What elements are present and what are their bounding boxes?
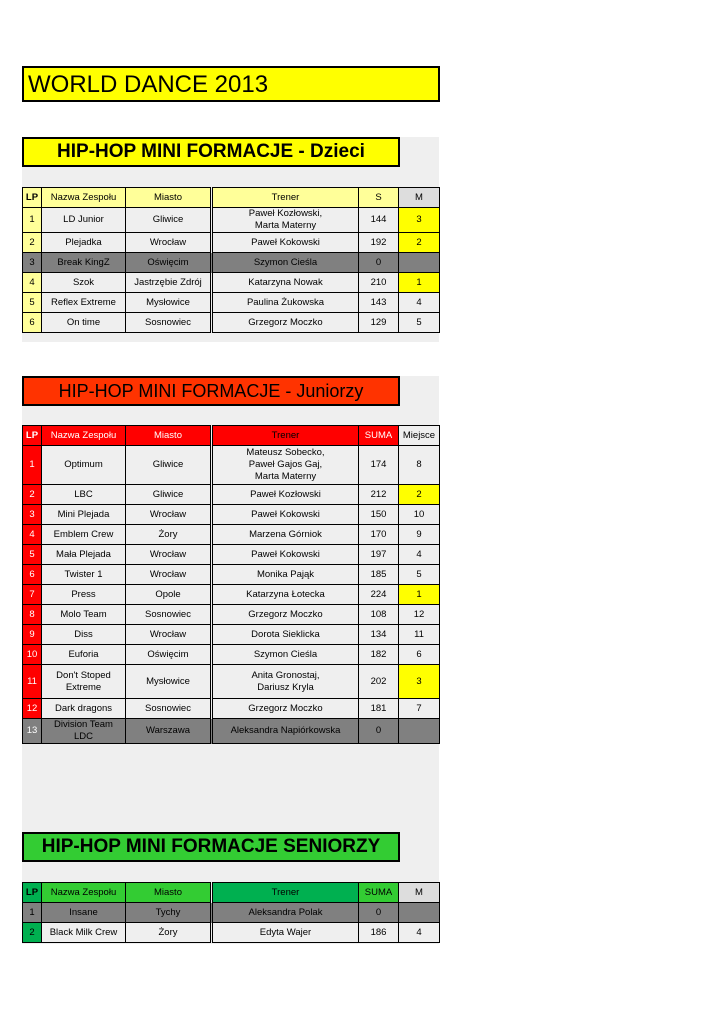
- lp-cell: 11: [23, 665, 42, 699]
- trainer-cell: Mateusz Sobecko, Paweł Gajos Gaj, Marta Materny: [213, 446, 359, 485]
- table-row: [23, 699, 440, 719]
- column-header: Trener: [213, 883, 359, 903]
- trainer-cell: Marzena Górniok: [213, 525, 359, 545]
- score-cell: 186: [359, 923, 399, 943]
- table-row: [23, 565, 440, 585]
- city-cell: Wrocław: [126, 233, 211, 253]
- trainer-cell: Aleksandra Napiórkowska: [213, 719, 359, 744]
- table-row: [23, 665, 440, 699]
- score-cell: 210: [359, 273, 399, 293]
- score-cell: 0: [359, 253, 399, 273]
- column-header: M: [399, 883, 440, 903]
- score-cell: 202: [359, 665, 399, 699]
- city-cell: Wrocław: [126, 545, 211, 565]
- score-cell: 134: [359, 625, 399, 645]
- lp-cell: 12: [23, 699, 42, 719]
- score-cell: 192: [359, 233, 399, 253]
- table-header-row: [23, 426, 440, 446]
- table-body: [23, 883, 440, 943]
- city-cell: Żory: [126, 525, 211, 545]
- table-row: [23, 719, 440, 744]
- trainer-cell: Aleksandra Polak: [213, 903, 359, 923]
- team-name-cell: Mała Plejada: [42, 545, 126, 565]
- table-row: [23, 485, 440, 505]
- lp-cell: 1: [23, 208, 42, 233]
- city-cell: Gliwice: [126, 208, 211, 233]
- team-name-cell: Dark dragons: [42, 699, 126, 719]
- team-name-cell: Plejadka: [42, 233, 126, 253]
- column-header: M: [399, 188, 440, 208]
- score-cell: 170: [359, 525, 399, 545]
- section-title-juniorzy: HIP-HOP MINI FORMACJE - Juniorzy: [22, 376, 400, 406]
- team-name-cell: Mini Plejada: [42, 505, 126, 525]
- column-header: Nazwa Zespołu: [42, 426, 126, 446]
- table-row: [23, 605, 440, 625]
- trainer-cell: Paweł Kozłowski, Marta Materny: [213, 208, 359, 233]
- trainer-cell: Paweł Kozłowski: [213, 485, 359, 505]
- score-cell: 182: [359, 645, 399, 665]
- team-name-cell: Diss: [42, 625, 126, 645]
- column-header: Nazwa Zespołu: [42, 883, 126, 903]
- table-juniorzy: [22, 425, 440, 744]
- team-name-cell: Szok: [42, 273, 126, 293]
- table-row: [23, 903, 440, 923]
- table-row: [23, 233, 440, 253]
- table-row: [23, 253, 440, 273]
- place-cell: 7: [399, 699, 440, 719]
- place-cell: 5: [399, 313, 440, 333]
- column-header: S: [359, 188, 399, 208]
- score-cell: 0: [359, 719, 399, 744]
- lp-cell: 8: [23, 605, 42, 625]
- city-cell: Wrocław: [126, 565, 211, 585]
- table-row: [23, 585, 440, 605]
- team-name-cell: Break KingZ: [42, 253, 126, 273]
- table-body: [23, 188, 440, 333]
- team-name-cell: Euforia: [42, 645, 126, 665]
- score-cell: 129: [359, 313, 399, 333]
- lp-cell: 4: [23, 273, 42, 293]
- place-cell: 8: [399, 446, 440, 485]
- city-cell: Sosnowiec: [126, 313, 211, 333]
- place-cell: 6: [399, 645, 440, 665]
- column-header: Nazwa Zespołu: [42, 188, 126, 208]
- trainer-cell: Paulina Żukowska: [213, 293, 359, 313]
- table-header-row: [23, 883, 440, 903]
- lp-cell: 1: [23, 903, 42, 923]
- score-cell: 144: [359, 208, 399, 233]
- place-cell: 3: [399, 208, 440, 233]
- lp-cell: 13: [23, 719, 42, 744]
- trainer-cell: Dorota Sieklicka: [213, 625, 359, 645]
- table-row: [23, 505, 440, 525]
- lp-cell: 6: [23, 565, 42, 585]
- place-cell: 2: [399, 233, 440, 253]
- place-cell: [399, 719, 440, 744]
- score-cell: 150: [359, 505, 399, 525]
- place-cell: 12: [399, 605, 440, 625]
- place-cell: 3: [399, 665, 440, 699]
- trainer-cell: Paweł Kokowski: [213, 545, 359, 565]
- trainer-cell: Grzegorz Moczko: [213, 605, 359, 625]
- city-cell: Warszawa: [126, 719, 211, 744]
- column-header: Miejsce: [399, 426, 440, 446]
- team-name-cell: Molo Team: [42, 605, 126, 625]
- score-cell: 174: [359, 446, 399, 485]
- trainer-cell: Grzegorz Moczko: [213, 313, 359, 333]
- score-cell: 143: [359, 293, 399, 313]
- team-name-cell: Black Milk Crew: [42, 923, 126, 943]
- table-header-row: [23, 188, 440, 208]
- section-title-seniorzy: HIP-HOP MINI FORMACJE SENIORZY: [22, 832, 400, 862]
- city-cell: Oświęcim: [126, 253, 211, 273]
- column-header: SUMA: [359, 883, 399, 903]
- place-cell: 4: [399, 293, 440, 313]
- city-cell: Jastrzębie Zdrój: [126, 273, 211, 293]
- team-name-cell: Optimum: [42, 446, 126, 485]
- city-cell: Mysłowice: [126, 665, 211, 699]
- section-title-dzieci: HIP-HOP MINI FORMACJE - Dzieci: [22, 137, 400, 167]
- trainer-cell: Edyta Wajer: [213, 923, 359, 943]
- table-row: [23, 525, 440, 545]
- table-seniorzy: [22, 882, 440, 943]
- lp-cell: 3: [23, 253, 42, 273]
- table-row: [23, 293, 440, 313]
- lp-cell: 2: [23, 923, 42, 943]
- team-name-cell: Press: [42, 585, 126, 605]
- place-cell: 1: [399, 585, 440, 605]
- team-name-cell: On time: [42, 313, 126, 333]
- lp-cell: 1: [23, 446, 42, 485]
- city-cell: Opole: [126, 585, 211, 605]
- city-cell: Sosnowiec: [126, 605, 211, 625]
- score-cell: 224: [359, 585, 399, 605]
- column-header: LP: [23, 188, 42, 208]
- place-cell: 4: [399, 923, 440, 943]
- lp-cell: 10: [23, 645, 42, 665]
- city-cell: Mysłowice: [126, 293, 211, 313]
- team-name-cell: Insane: [42, 903, 126, 923]
- table-row: [23, 313, 440, 333]
- trainer-cell: Monika Pająk: [213, 565, 359, 585]
- team-name-cell: Twister 1: [42, 565, 126, 585]
- city-cell: Sosnowiec: [126, 699, 211, 719]
- place-cell: 5: [399, 565, 440, 585]
- table-row: [23, 545, 440, 565]
- score-cell: 185: [359, 565, 399, 585]
- score-cell: 197: [359, 545, 399, 565]
- lp-cell: 3: [23, 505, 42, 525]
- place-cell: [399, 903, 440, 923]
- lp-cell: 2: [23, 233, 42, 253]
- score-cell: 181: [359, 699, 399, 719]
- team-name-cell: Reflex Extreme: [42, 293, 126, 313]
- place-cell: 10: [399, 505, 440, 525]
- lp-cell: 6: [23, 313, 42, 333]
- lp-cell: 5: [23, 545, 42, 565]
- city-cell: Żory: [126, 923, 211, 943]
- trainer-cell: Katarzyna Nowak: [213, 273, 359, 293]
- city-cell: Tychy: [126, 903, 211, 923]
- table-row: [23, 923, 440, 943]
- place-cell: 1: [399, 273, 440, 293]
- trainer-cell: Anita Gronostaj, Dariusz Kryla: [213, 665, 359, 699]
- place-cell: [399, 253, 440, 273]
- team-name-cell: Don't Stoped Extreme: [42, 665, 126, 699]
- trainer-cell: Grzegorz Moczko: [213, 699, 359, 719]
- lp-cell: 4: [23, 525, 42, 545]
- team-name-cell: LD Junior: [42, 208, 126, 233]
- column-header: SUMA: [359, 426, 399, 446]
- city-cell: Wrocław: [126, 505, 211, 525]
- trainer-cell: Szymon Cieśla: [213, 645, 359, 665]
- lp-cell: 7: [23, 585, 42, 605]
- table-row: [23, 273, 440, 293]
- score-cell: 0: [359, 903, 399, 923]
- lp-cell: 5: [23, 293, 42, 313]
- lp-cell: 9: [23, 625, 42, 645]
- team-name-cell: Emblem Crew: [42, 525, 126, 545]
- city-cell: Gliwice: [126, 485, 211, 505]
- table-row: [23, 446, 440, 485]
- column-header: Miasto: [126, 883, 211, 903]
- score-cell: 108: [359, 605, 399, 625]
- table-row: [23, 625, 440, 645]
- table-dzieci: [22, 187, 440, 333]
- column-header: LP: [23, 426, 42, 446]
- column-header: Trener: [213, 426, 359, 446]
- place-cell: 11: [399, 625, 440, 645]
- table-body: [23, 426, 440, 744]
- place-cell: 2: [399, 485, 440, 505]
- page-title: WORLD DANCE 2013: [22, 66, 440, 102]
- trainer-cell: Paweł Kokowski: [213, 233, 359, 253]
- lp-cell: 2: [23, 485, 42, 505]
- score-cell: 212: [359, 485, 399, 505]
- trainer-cell: Katarzyna Łotecka: [213, 585, 359, 605]
- table-row: [23, 208, 440, 233]
- city-cell: Oświęcim: [126, 645, 211, 665]
- column-header: LP: [23, 883, 42, 903]
- team-name-cell: Division Team LDC: [42, 719, 126, 744]
- city-cell: Wrocław: [126, 625, 211, 645]
- table-row: [23, 645, 440, 665]
- city-cell: Gliwice: [126, 446, 211, 485]
- column-header: Miasto: [126, 426, 211, 446]
- trainer-cell: Paweł Kokowski: [213, 505, 359, 525]
- column-header: Miasto: [126, 188, 211, 208]
- trainer-cell: Szymon Cieśla: [213, 253, 359, 273]
- team-name-cell: LBC: [42, 485, 126, 505]
- place-cell: 9: [399, 525, 440, 545]
- column-header: Trener: [213, 188, 359, 208]
- place-cell: 4: [399, 545, 440, 565]
